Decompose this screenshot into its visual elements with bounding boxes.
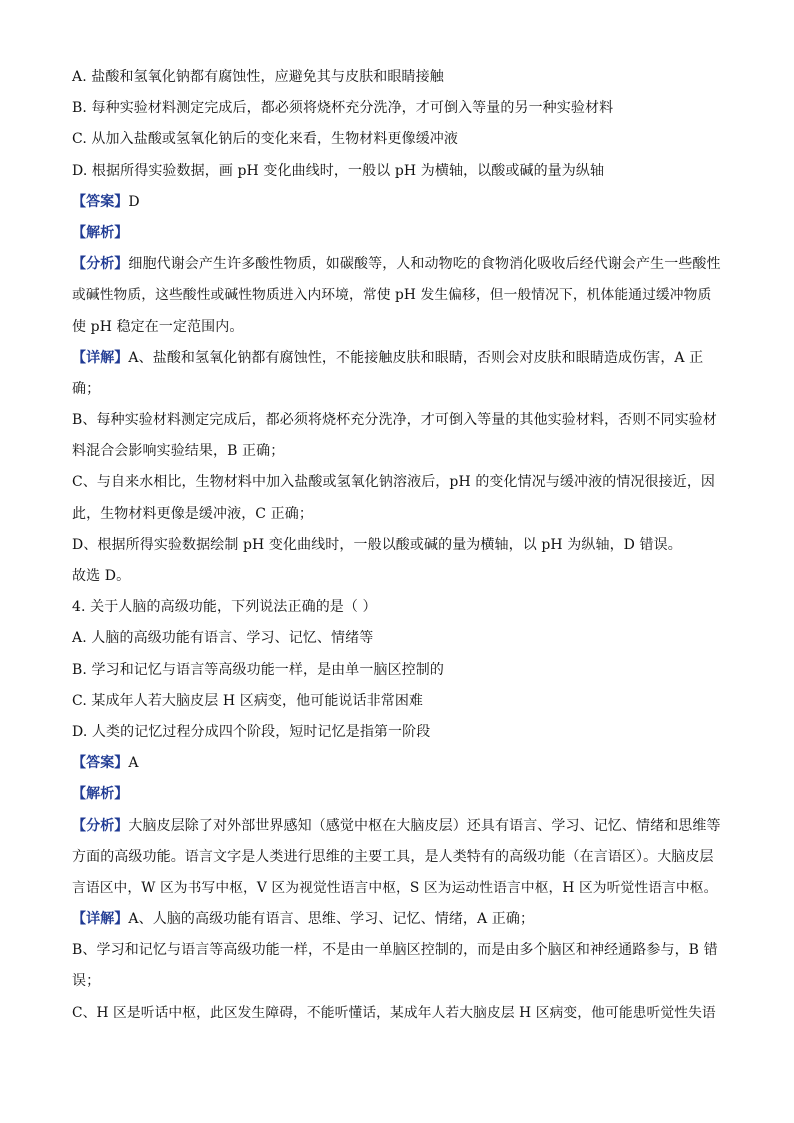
q3-analysis-heading (72, 218, 720, 249)
q3-fenxi-line-2: 或碱性物质，这些酸性或碱性物质进入内环境，常使 pH 发生偏移，但一般情况下，机体能通过缓冲物质 (72, 287, 712, 304)
q3-fenxi-line-1 (72, 249, 720, 280)
fenxi-tag: 【分析】 (72, 256, 129, 273)
q3-xiangjie-line-2: 确； (72, 380, 101, 397)
q4-option-a: A. 人脑的高级功能有语言、学习、记忆、情绪等 (72, 630, 374, 647)
q3-conclusion: 故选 D。 (72, 568, 131, 584)
q3-xiangjie-line-3: B、每种实验材料测定完成后，都必须将烧杯充分洗净，才可倒入等量的其他实验材料，否则不同实验材 (72, 412, 717, 429)
analysis-tag: 【解析】 (72, 786, 129, 803)
q4-analysis-heading (72, 779, 720, 810)
fenxi-tag: 【分析】 (72, 817, 129, 834)
q4-fenxi-line-2: 方面的高级功能。语言文字是人类进行思维的主要工具，是人类特有的高级功能（在言语区）。大脑皮层 (72, 848, 714, 865)
xiangjie-tag: 【详解】 (72, 349, 129, 366)
q3-xiangjie-line-1 (72, 343, 720, 374)
document-page (72, 62, 720, 1029)
q3-xiangjie-line-4: 料混合会影响实验结果，B 正确； (72, 443, 285, 460)
q4-stem: 4. 关于人脑的高级功能，下列说法正确的是（ ） (72, 599, 377, 616)
xiangjie-text: A、人脑的高级功能有语言、思维、学习、记忆、情绪，A 正确； (128, 911, 535, 928)
fenxi-text: 大脑皮层除了对外部世界感知（感觉中枢在大脑皮层）还具有语言、学习、记忆、情绪和思维等 (128, 817, 721, 834)
q4-option-c: C. 某成年人若大脑皮层 H 区病变，他可能说话非常困难 (72, 692, 424, 709)
q4-option-d: D. 人类的记忆过程分成四个阶段，短时记忆是指第一阶段 (72, 723, 431, 740)
q3-answer (72, 187, 720, 218)
q3-xiangjie-line-6: 此，生物材料更像是缓冲液，C 正确； (72, 505, 313, 522)
q3-option-b: B. 每种实验材料测定完成后，都必须将烧杯充分洗净，才可倒入等量的另一种实验材料 (72, 100, 614, 117)
q4-xiangjie-line-3: 误； (72, 973, 101, 990)
q4-xiangjie-line-1 (72, 904, 720, 935)
q3-option-d: D. 根据所得实验数据，画 pH 变化曲线时，一般以 pH 为横轴，以酸或碱的量为纵轴 (72, 162, 605, 179)
q4-xiangjie-line-2: B、学习和记忆与语言等高级功能一样，不是由一单脑区控制的，而是由多个脑区和神经通路参与，B 错 (72, 942, 718, 959)
q4-answer (72, 748, 720, 779)
q3-xiangjie-line-5: C、与自来水相比，生物材料中加入盐酸或氢氧化钠溶液后，pH 的变化情况与缓冲液的情况很接近，因 (72, 474, 716, 491)
q4-fenxi-line-3: 言语区中，W 区为书写中枢，V 区为视觉性语言中枢，S 区为运动性语言中枢，H 区为听觉性语言中枢。 (72, 879, 718, 896)
answer-tag: 【答案】 (72, 755, 129, 772)
answer-tag: 【答案】 (72, 193, 129, 210)
q3-xiangjie-line-7: D、根据所得实验数据绘制 pH 变化曲线时，一般以酸或碱的量为横轴，以 pH 为纵轴，D 错误。 (72, 536, 682, 553)
xiangjie-text: A、盐酸和氢氧化钠都有腐蚀性，不能接触皮肤和眼睛，否则会对皮肤和眼睛造成伤害，A 正 (128, 349, 704, 366)
fenxi-text: 细胞代谢会产生许多酸性物质，如碳酸等，人和动物吃的食物消化吸收后经代谢会产生一些酸性 (128, 256, 721, 273)
answer-value: D (128, 193, 140, 210)
analysis-tag: 【解析】 (72, 224, 129, 241)
xiangjie-tag: 【详解】 (72, 911, 129, 928)
q4-xiangjie-line-4: C、H 区是听话中枢，此区发生障碍，不能听懂话，某成年人若大脑皮层 H 区病变，他可能患听觉性失语 (72, 1004, 716, 1021)
q3-option-c: C. 从加入盐酸或氢氧化钠后的变化来看，生物材料更像缓冲液 (72, 131, 459, 148)
q3-option-a: A. 盐酸和氢氧化钠都有腐蚀性，应避免其与皮肤和眼睛接触 (72, 69, 444, 85)
q3-fenxi-line-3: 使 pH 稳定在一定范围内。 (72, 318, 244, 335)
answer-value: A (128, 755, 139, 772)
q4-fenxi-line-1 (72, 811, 720, 842)
q4-option-b: B. 学习和记忆与语言等高级功能一样，是由单一脑区控制的 (72, 661, 444, 678)
